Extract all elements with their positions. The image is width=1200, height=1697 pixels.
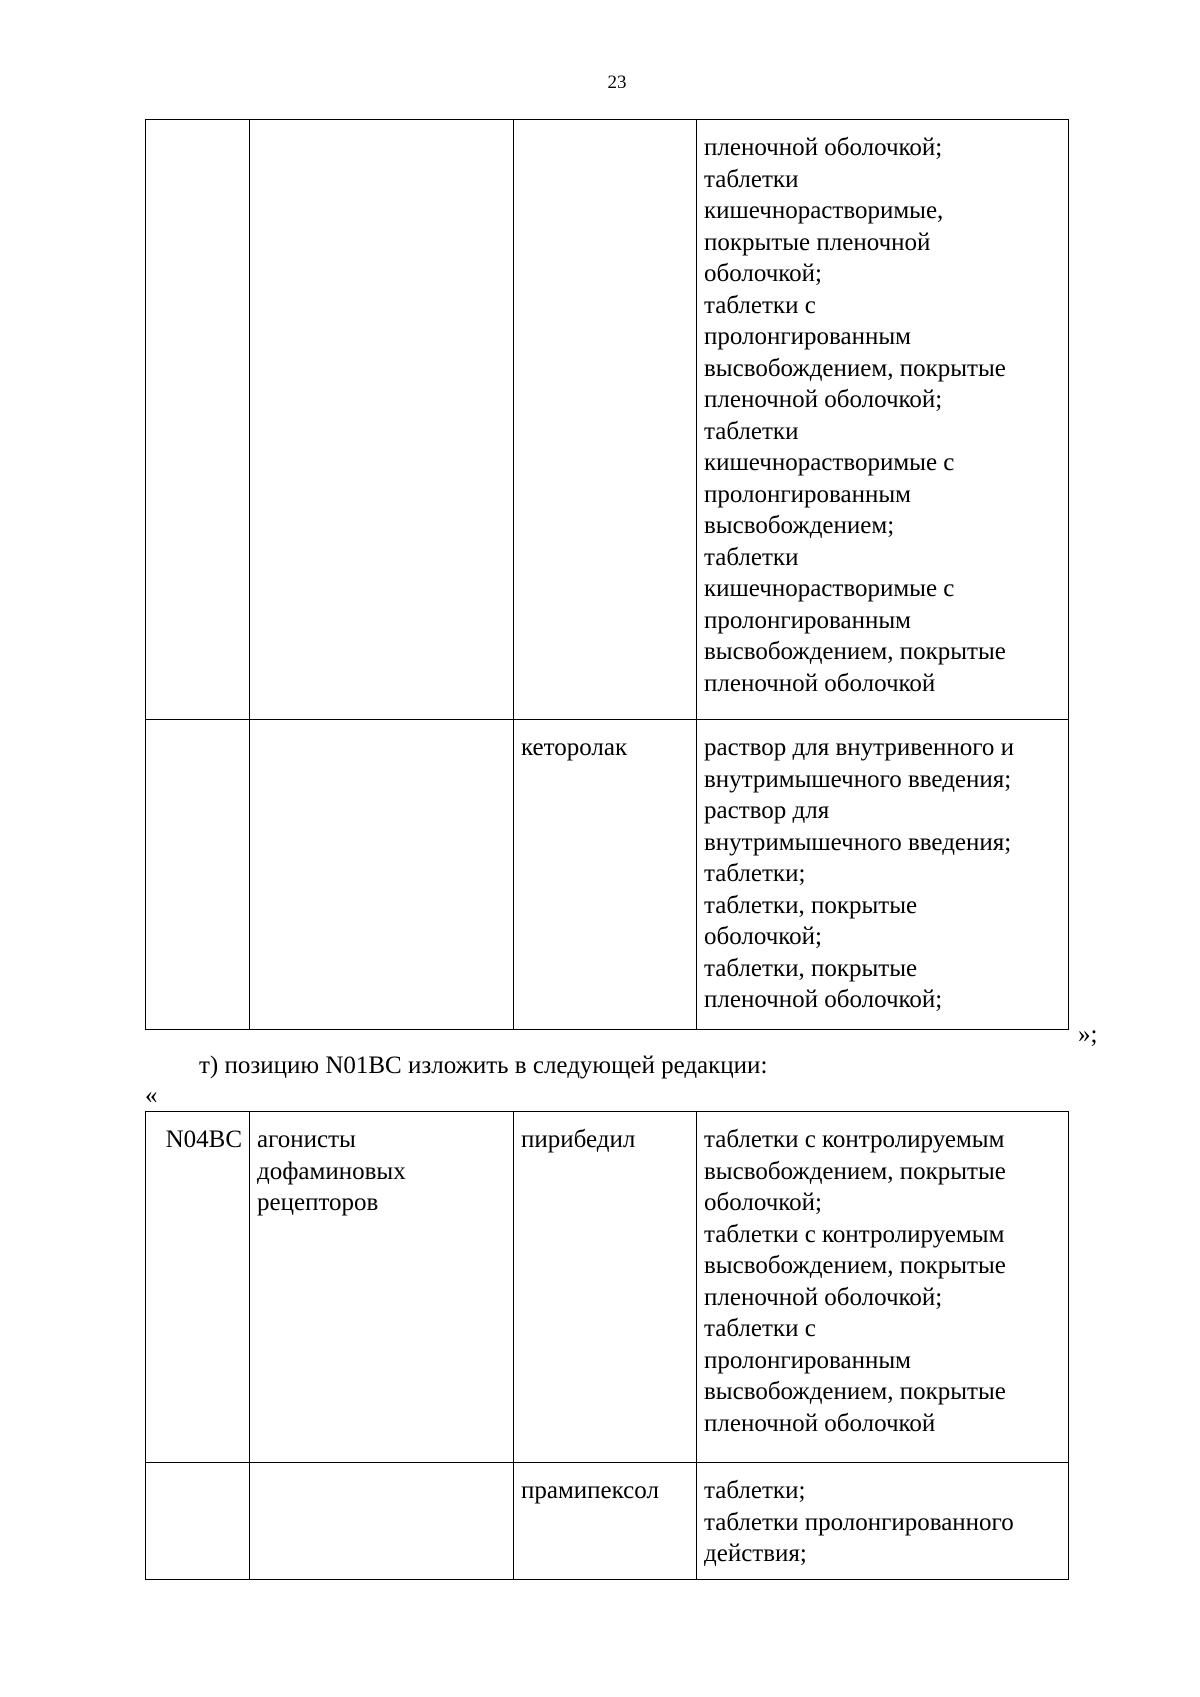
atc-code-cell (146, 1463, 250, 1580)
dosage-form-line: оболочкой; (704, 1189, 822, 1216)
dosage-form-line: пленочной оболочкой; (704, 1283, 943, 1311)
dosage-form-line: пленочной оболочкой; (704, 986, 943, 1013)
dosage-form-line: высвобождением, покрытые (704, 638, 1006, 665)
drug-table-continued (145, 119, 1069, 1030)
dosage-form-line: пролонгированным (704, 1346, 911, 1374)
dosage-form-line: таблетки с (704, 291, 816, 319)
table-row (146, 720, 1069, 1030)
dosage-form-line: кишечнорастворимые с (704, 575, 955, 602)
group-line: дофаминовых (257, 1157, 406, 1185)
closing-quote: »; (1078, 1021, 1098, 1048)
dosage-form-line: пленочной оболочкой (704, 1409, 936, 1437)
drug-name-cell: пирибедил (514, 1112, 697, 1463)
group-cell (250, 1463, 514, 1580)
dosage-form-line: пролонгированным (704, 323, 911, 350)
group-cell (250, 720, 514, 1030)
dosage-form-line: кишечнорастворимые с (704, 449, 955, 476)
atc-code-cell (146, 720, 250, 1030)
dosage-form-line: высвобождением, покрытые (704, 1378, 1006, 1405)
dosage-form-line: таблетки с контролируемым (704, 1220, 1005, 1248)
dosage-form-line: высвобождением; (704, 512, 895, 539)
group-cell (250, 120, 514, 720)
group-cell (250, 1112, 514, 1463)
atc-code-cell (146, 120, 250, 720)
dosage-form-line: таблетки; (704, 1477, 806, 1504)
group-line: агонисты (257, 1126, 356, 1153)
dosage-form-line: раствор для внутривенного и (704, 734, 1015, 761)
dosage-form-line: таблетки (704, 417, 799, 445)
dosage-form-line: действия; (704, 1540, 807, 1567)
table-row (146, 120, 1069, 720)
dosage-form-line: таблетки, покрытые (704, 954, 918, 982)
dosage-form-line: пролонгированным (704, 606, 911, 634)
dosage-form-line: таблетки (704, 543, 799, 571)
drug-name-cell (514, 120, 697, 720)
table-row (146, 1463, 1069, 1580)
atc-code-cell: N04BC (146, 1112, 250, 1463)
group-line: рецепторов (257, 1189, 379, 1216)
dosage-form-line: таблетки пролонгированного (704, 1508, 1014, 1536)
dosage-form-line: пленочной оболочкой (704, 669, 936, 697)
dosage-form-line: кишечнорастворимые, (704, 197, 944, 224)
dosage-form-line: пленочной оболочкой; (704, 134, 943, 161)
dosage-forms-cell (697, 1463, 1069, 1580)
dosage-form-line: таблетки; (704, 860, 806, 887)
dosage-form-line: таблетки с (704, 1315, 816, 1342)
dosage-form-line: покрытые пленочной (704, 228, 931, 256)
dosage-form-line: таблетки, покрытые (704, 891, 918, 919)
amendment-instruction: т) позицию N01BC изложить в следующей редакции: (199, 1052, 768, 1079)
dosage-form-line: высвобождением, покрытые (704, 354, 1006, 382)
dosage-form-line: высвобождением, покрытые (704, 1157, 1006, 1185)
dosage-form-line: оболочкой; (704, 923, 822, 950)
dosage-form-line: оболочкой; (704, 260, 822, 287)
opening-quote: « (145, 1082, 158, 1109)
dosage-form-line: высвобождением, покрытые (704, 1252, 1006, 1279)
dosage-form-line: внутримышечного введения; (704, 765, 1012, 793)
dosage-form-line: таблетки с контролируемым (704, 1126, 1005, 1153)
dosage-form-line: пролонгированным (704, 480, 911, 508)
dosage-forms-cell (697, 1112, 1069, 1463)
dosage-form-line: раствор для (704, 797, 830, 824)
drug-table-amended (145, 1111, 1069, 1580)
page-number: 23 (607, 72, 627, 93)
dosage-form-line: таблетки (704, 165, 799, 193)
dosage-forms-cell (697, 120, 1069, 720)
dosage-forms-cell (697, 720, 1069, 1030)
table-row (146, 1112, 1069, 1463)
drug-name-cell: прамипексол (514, 1463, 697, 1580)
dosage-form-line: внутримышечного введения; (704, 828, 1012, 856)
dosage-form-line: пленочной оболочкой; (704, 386, 943, 413)
drug-name-cell: кеторолак (514, 720, 697, 1030)
